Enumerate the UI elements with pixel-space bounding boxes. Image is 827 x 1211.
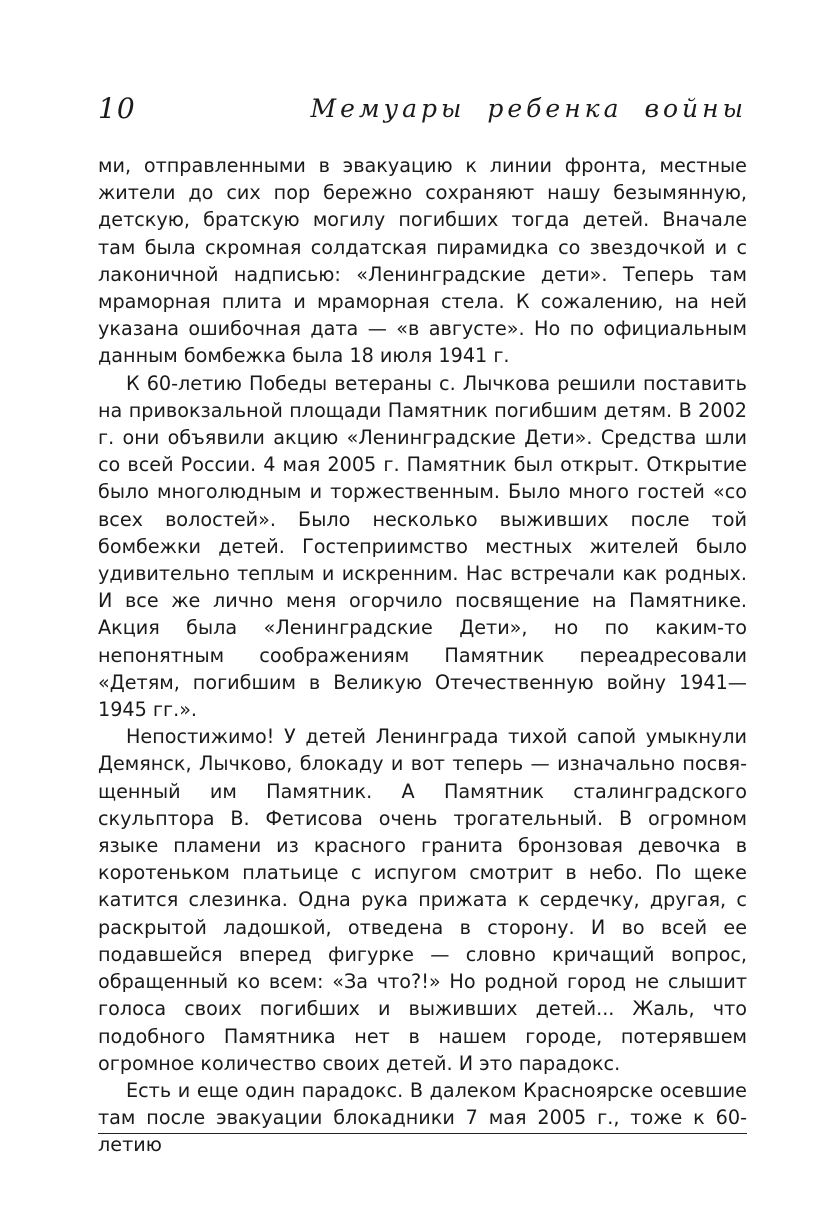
body-text xyxy=(98,152,747,1159)
paragraph-last: Есть и еще один парадокс. В далеком Красноярске осевшие там после эвакуации блокадники 7 мая 2005 г., тоже к 60-летию xyxy=(98,1078,747,1157)
running-title: Мемуары ребенка войны xyxy=(310,94,747,123)
footer-divider xyxy=(98,1133,747,1134)
paragraph: ми, отправленными в эвакуацию к линии фронта, местные жители до сих пор бережно сохраняют нашу безымянную, детскую, братскую могилу погибших тогда детей. Вначале там была скромная солдатская пирамидка со звездочкой и с лаконичной надписью: «Ленинградские дети». Теперь там мраморная плита и мраморная стела. К сожалению, на ней указана ошибочная дата — «в августе». Но по официальным данным бомбежка была 18 июля 1941 г. xyxy=(98,154,747,368)
page-number: 10 xyxy=(98,92,136,125)
page-header xyxy=(98,92,747,132)
paragraph: К 60-летию Победы ветераны с. Лычкова решили поставить на привокзальной площади Памятник погибшим детям. В 2002 г. они объявили акцию «Ленинградские Дети». Средства шли со всей России. 4 мая 2005 г. Памятник был открыт. Открытие было многолюдным и торжественным. Было много гостей «со всех волостей». Было несколько выживших после той бомбежки детей. Гостеприимство местных жителей было удивительно теплым и искренним. Нас встречали как родных. И все же лично меня огорчило посвящение на Памятнике. Акция была «Ленинградские Дети», но по каким-то непонятным соображениям Памятник переадресовали «Детям, погибшим в Великую Отечественную войну 1941—1945 гг.». xyxy=(98,371,747,722)
paragraph: Непостижимо! У детей Ленинграда тихой сапой умыкнули Демянск, Лычково, блокаду и вот теперь — изначально посвященный им Памятник. А Памятник сталинградского скульптора В. Фетисова очень трогательный. В огромном языке пламени из красного гранита бронзовая девочка в коротеньком платьице с испугом смотрит в небо. По щеке катится слезинка. Одна рука прижата к сердечку, другая, с раскрытой ладошкой, отведена в сторону. И во всей ее подавшейся вперед фигурке — словно кричащий вопрос, обращенный ко всем: «За что?!» Но родной город не слышит голоса своих погибших и выживших детей... Жаль, что подобного Памятника нет в нашем городе, потерявшем огромное количество своих детей. И это парадокс. xyxy=(98,725,747,1075)
